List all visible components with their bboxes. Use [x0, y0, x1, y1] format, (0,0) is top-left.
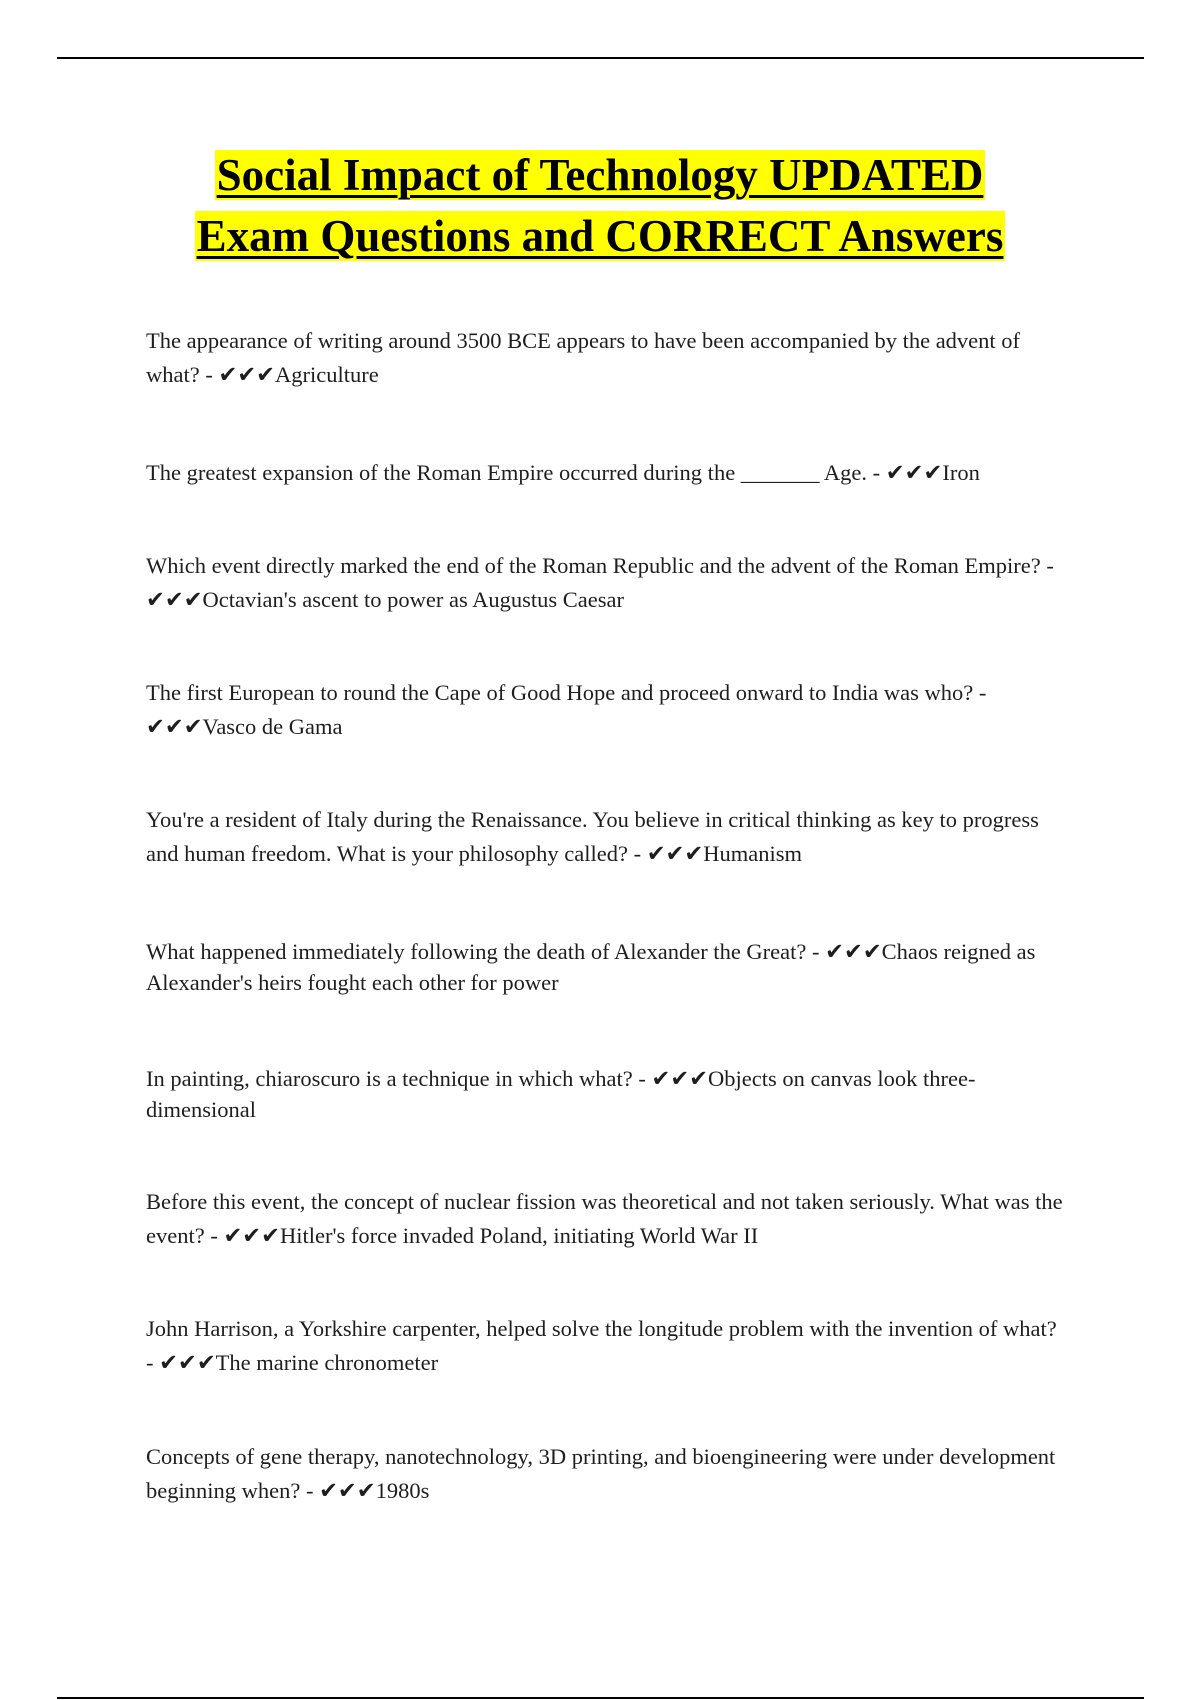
title-line-2: Exam Questions and CORRECT Answers: [196, 211, 1004, 261]
top-rule: [57, 57, 1144, 59]
qa-item-4: The first European to round the Cape of Good Hope and proceed onward to India was who? - ✔✔✔Vasco de Gama: [146, 680, 987, 739]
qa-item-2: The greatest expansion of the Roman Empire occurred during the _______ Age. - ✔✔✔Iron: [146, 460, 980, 485]
page-title: [0, 145, 1200, 267]
qa-item-7: In painting, chiaroscuro is a technique in which what? - ✔✔✔Objects on canvas look three-dimensional: [146, 1066, 976, 1122]
qa-item-8: Before this event, the concept of nuclear fission was theoretical and not taken seriously. What was the event? - ✔✔✔Hitler's force invaded Poland, initiating World War II: [146, 1189, 1063, 1248]
qa-item-6: What happened immediately following the death of Alexander the Great? - ✔✔✔Chaos reigned as Alexander's heirs fought each other for power: [146, 939, 1036, 995]
title-line-1: Social Impact of Technology UPDATED: [216, 150, 984, 200]
qa-item-5: You're a resident of Italy during the Renaissance. You believe in critical thinking as key to progress and human freedom. What is your philosophy called? - ✔✔✔Humanism: [146, 807, 1039, 866]
qa-item-1: The appearance of writing around 3500 BCE appears to have been accompanied by the advent of what? - ✔✔✔Agriculture: [146, 328, 1021, 387]
qa-item-9: John Harrison, a Yorkshire carpenter, helped solve the longitude problem with the invention of what? - ✔✔✔The marine chronometer: [146, 1316, 1057, 1375]
qa-item-10: Concepts of gene therapy, nanotechnology, 3D printing, and bioengineering were under development beginning when? - ✔✔✔1980s: [146, 1444, 1056, 1503]
bottom-rule: [57, 1697, 1144, 1699]
qa-item-3: Which event directly marked the end of the Roman Republic and the advent of the Roman Empire? - ✔✔✔Octavian's ascent to power as Augustus Caesar: [146, 553, 1054, 612]
